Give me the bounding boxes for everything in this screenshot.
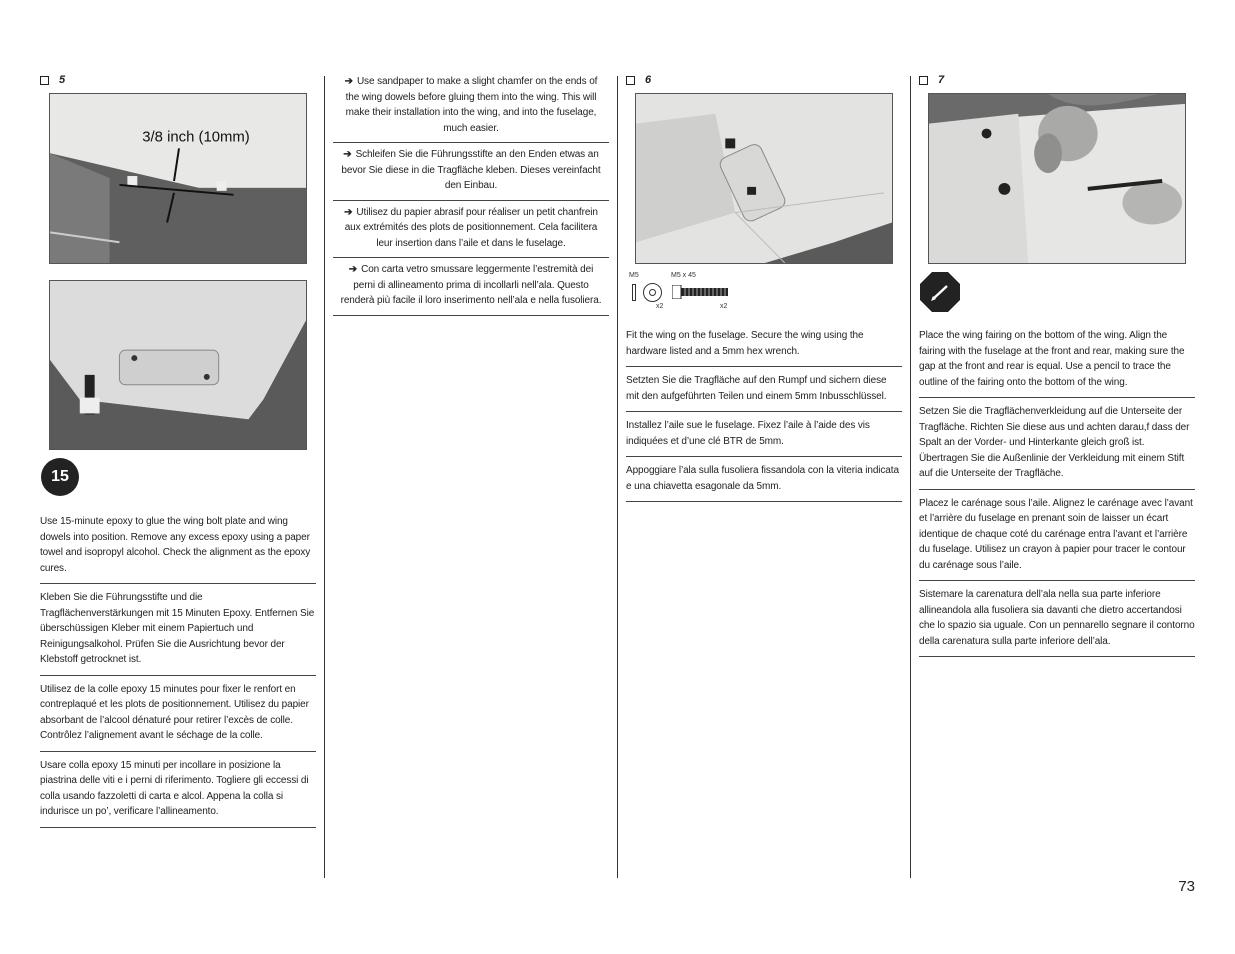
step-6-text-it: Appoggiare l’ala sulla fusoliera fissandola con la viteria indicata e una chiavetta esagonale da 5mm.: [626, 457, 902, 502]
step-7-text-en: Place the wing fairing on the bottom of the wing. Align the fairing with the fuselage at the front and rear, making sure the gap at the front and rear is equal. Use a pencil to trace the outline of the fairing onto the bottom of the wing.: [919, 322, 1195, 398]
column-divider: [910, 76, 911, 878]
arrow-right-icon: ➔: [344, 76, 353, 87]
step-7-photo-fairing-trace: [928, 93, 1186, 264]
step-6-text-de: Setzten Sie die Tragfläche auf den Rumpf und sichern diese mit den aufgeführten Teilen und einem 5mm Inbusschlüssel.: [626, 367, 902, 412]
step-number: 6: [645, 74, 652, 86]
step-5-text: [40, 508, 316, 828]
checkbox-icon[interactable]: [40, 76, 49, 85]
step-5-photo-bolt-plate: [49, 280, 307, 450]
tip-en: ➔ Use sandpaper to make a slight chamfer on the ends of the wing dowels before gluing them into the wing. This will make their installation into the wing, and into the fuselage, much easier.: [333, 70, 609, 143]
step-6-column: [626, 72, 902, 88]
tip-fr: ➔ Utilisez du papier abrasif pour réaliser un petit chanfrein aux extrémités des plots de positionnement. Cela facilitera leur insertion dans l’aile et dans le fuselage.: [333, 201, 609, 259]
hardware-washer-qty: x2: [656, 303, 664, 310]
washer-face-icon: [643, 283, 662, 302]
hardware-bolt-label: M5 x 45: [671, 272, 696, 279]
tip-it: ➔ Con carta vetro smussare leggermente l’estremità dei perni di allineamento prima di incollarli nell’ala. Questo renderà più facile il loro inserimento nell’ala e nella fusoliera.: [333, 258, 609, 316]
arrow-right-icon: ➔: [343, 149, 352, 160]
step-5-photo-dowel-measure: [49, 93, 307, 264]
step-6-text: [626, 322, 902, 502]
step-7-text: [919, 322, 1195, 657]
step-7-header: [919, 72, 1195, 88]
step-5-text-en: Use 15-minute epoxy to glue the wing bolt plate and wing dowels into position. Remove any excess epoxy using a paper towel and isopropyl alcohol. Check the alignment as the epoxy cures.: [40, 508, 316, 584]
epoxy-time-badge: 15: [41, 458, 79, 496]
hardware-bolt-qty: x2: [720, 303, 728, 310]
step-5-text-it: Usare colla epoxy 15 minuti per incollare in posizione la piastrina delle viti e i perni di riferimento. Togliere gli eccessi di colla usando fazzoletti di carta e alcol. Appena la colla si indurisce un po’, verificare l’allineamento.: [40, 752, 316, 828]
bolt-icon: [672, 285, 728, 299]
step-6-text-en: Fit the wing on the fuselage. Secure the wing using the hardware listed and a 5mm hex wrench.: [626, 322, 902, 367]
step-7-column: [919, 72, 1195, 88]
arrow-right-icon: ➔: [344, 206, 353, 218]
step-5-header: [40, 72, 316, 88]
pencil-icon: [928, 280, 952, 304]
step-6-header: [626, 72, 902, 88]
column-divider: [617, 76, 618, 878]
hardware-washer-label: M5: [629, 272, 639, 279]
photo-measure-label: 3/8 inch (10mm): [142, 129, 250, 146]
column-divider: [324, 76, 325, 878]
step-7-text-fr: Placez le carénage sous l’aile. Alignez le carénage avec l’avant et l’arrière du fuselage en prenant soin de laisser un écart identique de chaque coté du carénage entra l’avant et l’arrière du fuselage. Utilisez un crayon à papier pour tracer le contour du carénage sous l’aile.: [919, 490, 1195, 582]
page-number: 73: [1178, 878, 1195, 895]
arrow-right-icon: ➔: [348, 264, 358, 275]
tips-column: [333, 70, 609, 316]
step-7-text-it: Sistemare la carenatura dell’ala nella sua parte inferiore allineandola alla fusoliera sia davanti che dietro accertandosi che lo spazio sia uguale. Con un pennarello segnare il contorno della carenatura sulla parte inferiore dell’ala.: [919, 581, 1195, 657]
step-6-text-fr: Installez l’aile sue le fuselage. Fixez l’aile à l’aide des vis indiquées et d’une clé BTR de 5mm.: [626, 412, 902, 457]
step-5-text-fr: Utilisez de la colle epoxy 15 minutes pour fixer le renfort en contreplaqué et les plots de positionnement. Utilisez du papier absorbant de l’alcool dénaturé pour retirer l’excès de colle. Contrôlez l’alignement avant le séchage de la colle.: [40, 676, 316, 752]
step-5-column: [40, 72, 316, 88]
washer-icon: [632, 284, 636, 301]
step-number: 5: [59, 74, 66, 86]
step-number: 7: [938, 74, 945, 86]
step-5-text-de: Kleben Sie die Führungsstifte und die Tragflächenverstärkungen mit 15 Minuten Epoxy. Entfernen Sie überschüssigen Kleber mit einem Papiertuch und Reinigungsalkohol. Prüfen Sie die Ausrichtung bevor der Klebstoff getrocknet ist.: [40, 584, 316, 676]
checkbox-icon[interactable]: [626, 76, 635, 85]
step-7-text-de: Setzen Sie die Tragflächenverkleidung auf die Unterseite der Tragfläche. Richten Sie diese aus und achten darau,f dass der Spalt an der Vorder- und Hinterkante gleich groß ist. Übertragen Sie die Außenlinie der Verkleidung mit einem Stift auf die Unterseite der Tragfläche.: [919, 398, 1195, 490]
tip-de: ➔ Schleifen Sie die Führungsstifte an den Enden etwas an bevor Sie diese in die Tragfläche kleben. Dieses vereinfacht den Einbau.: [333, 143, 609, 201]
checkbox-icon[interactable]: [919, 76, 928, 85]
step-6-photo-wing-mount: [635, 93, 893, 264]
tool-badge: [920, 272, 960, 312]
